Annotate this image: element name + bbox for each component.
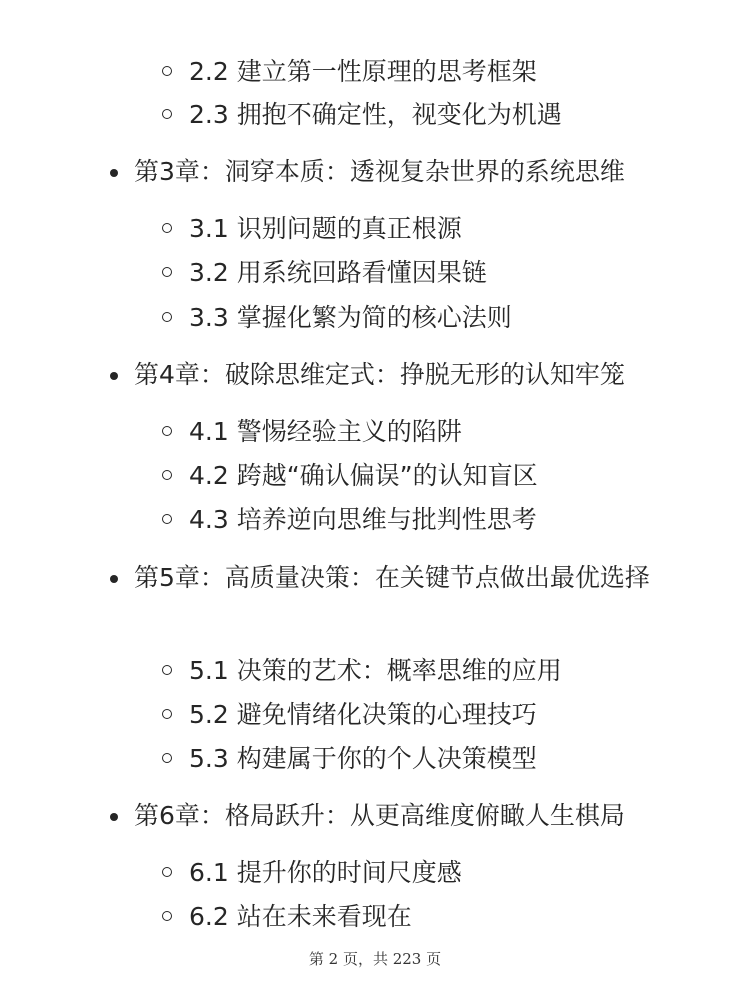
hollow-bullet-icon [162,109,172,119]
hollow-bullet-icon [162,470,172,480]
hollow-bullet-icon [162,753,172,763]
filled-bullet-icon [110,372,118,380]
toc-subsection-title: 2.3 拥抱不确定性，视变化为机遇 [189,100,562,129]
hollow-bullet-icon [162,514,172,524]
toc-chapter-title: 第4章：破除思维定式：挣脱无形的认知牢笼 [134,360,625,389]
toc-subsection-title: 5.2 避免情绪化决策的心理技巧 [189,700,537,729]
hollow-bullet-icon [162,867,172,877]
toc-subsection-title: 6.2 站在未来看现在 [189,902,412,931]
page-number-footer: 第 2 页，共 223 页 [308,950,442,968]
toc-subsection-title: 5.3 构建属于你的个人决策模型 [189,744,537,773]
toc-chapter-title: 第3章：洞穿本质：透视复杂世界的系统思维 [134,157,625,186]
hollow-bullet-icon [162,709,172,719]
filled-bullet-icon [110,169,118,177]
hollow-bullet-icon [162,66,172,76]
toc-subsection-title: 4.3 培养逆向思维与批判性思考 [189,505,537,534]
hollow-bullet-icon [162,312,172,322]
toc-subsection-title: 6.1 提升你的时间尺度感 [189,858,462,887]
filled-bullet-icon [110,813,118,821]
toc-subsection-title: 3.3 掌握化繁为简的核心法则 [189,303,512,332]
hollow-bullet-icon [162,911,172,921]
hollow-bullet-icon [162,223,172,233]
toc-subsection-title: 5.1 决策的艺术：概率思维的应用 [189,656,562,685]
hollow-bullet-icon [162,267,172,277]
toc-subsection-title: 4.2 跨越“确认偏误”的认知盲区 [189,461,538,490]
hollow-bullet-icon [162,426,172,436]
toc-subsection-title: 4.1 警惕经验主义的陷阱 [189,417,462,446]
toc-subsection-title: 3.1 识别问题的真正根源 [189,214,462,243]
toc-chapter-title: 第6章：格局跃升：从更高维度俯瞰人生棋局 [134,801,625,830]
filled-bullet-icon [110,575,118,583]
toc-subsection-title: 3.2 用系统回路看懂因果链 [189,258,487,287]
hollow-bullet-icon [162,665,172,675]
toc-chapter-title: 第5章：高质量决策：在关键节点做出最优选择 [134,563,650,592]
toc-subsection-title: 2.2 建立第一性原理的思考框架 [189,57,537,86]
